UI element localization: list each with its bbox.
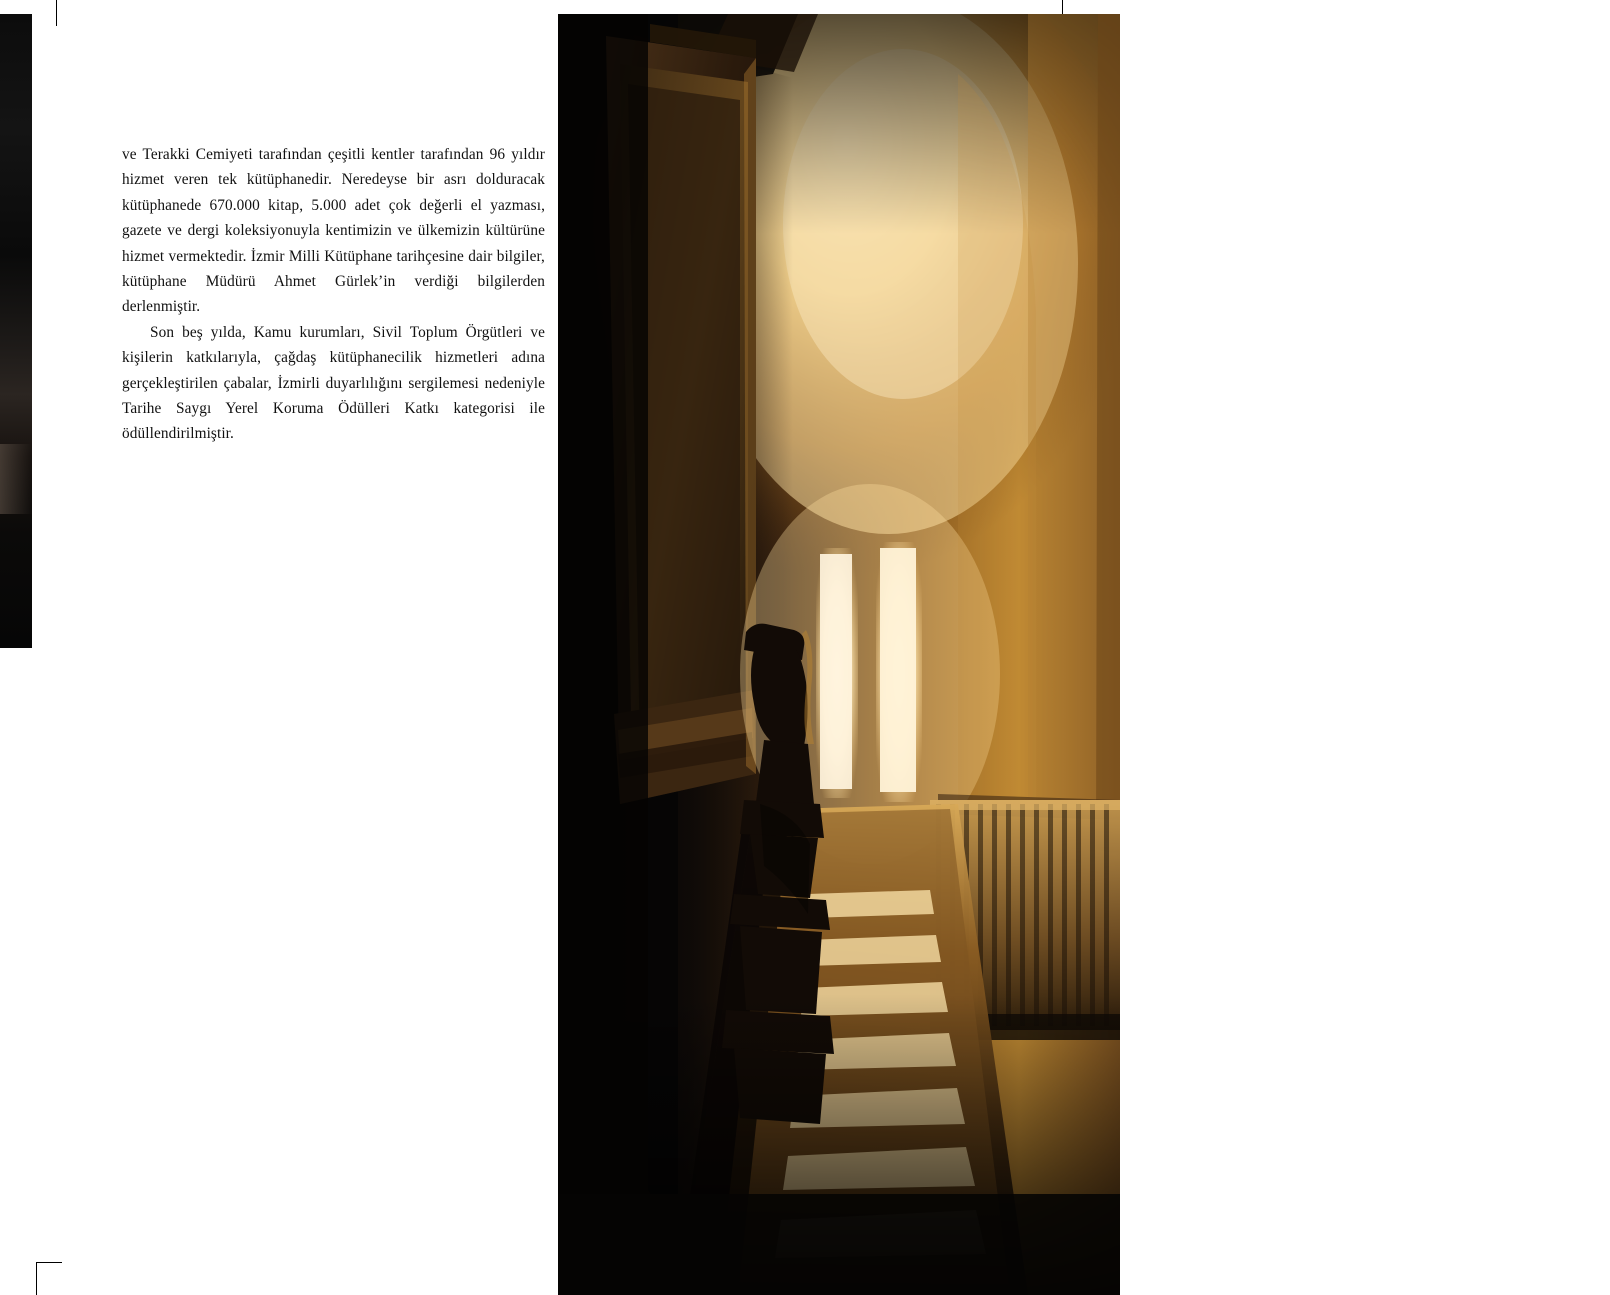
photograph-artwork [558,14,1120,1295]
photograph [558,14,1610,1295]
crop-mark-top-left [56,0,57,26]
crop-mark-bottom-left-vertical [36,1262,37,1295]
paragraph: Son beş yılda, Kamu kurumları, Sivil Toplum Örgütleri ve kişilerin katkılarıyla, çağdaş kütüphanecilik hizmetleri adına gerçekleştirilen çabalar, İzmirli duyarlılığını sergilemesi nedeniyle Tarihe Saygı Yerel Koruma Ödülleri Katkı kategorisi ile ödüllendirilmiştir. [122,323,545,443]
facing-page-bleed-strip [0,14,32,648]
crop-mark-bottom-left-horizontal [36,1262,62,1263]
body-text-column [122,142,545,447]
page-number: 165 [1584,850,1610,867]
paragraph: ve Terakki Cemiyeti tarafından çeşitli kentler tarafından 96 yıldır hizmet veren tek kütüphanedir. Neredeyse bir asrı dolduracak kütüphanede 670.000 kitap, 5.000 adet çok değerli el yazması, gazete ve dergi koleksiyonuyla kentimizin ve ülkemizin kültürüne hizmet vermektedir. İzmir Milli Kütüphane tarihçesine dair bilgiler, kütüphane Müdürü Ahmet Gürlek’in verdiği bilgilerden derlenmiştir. [122,146,545,316]
